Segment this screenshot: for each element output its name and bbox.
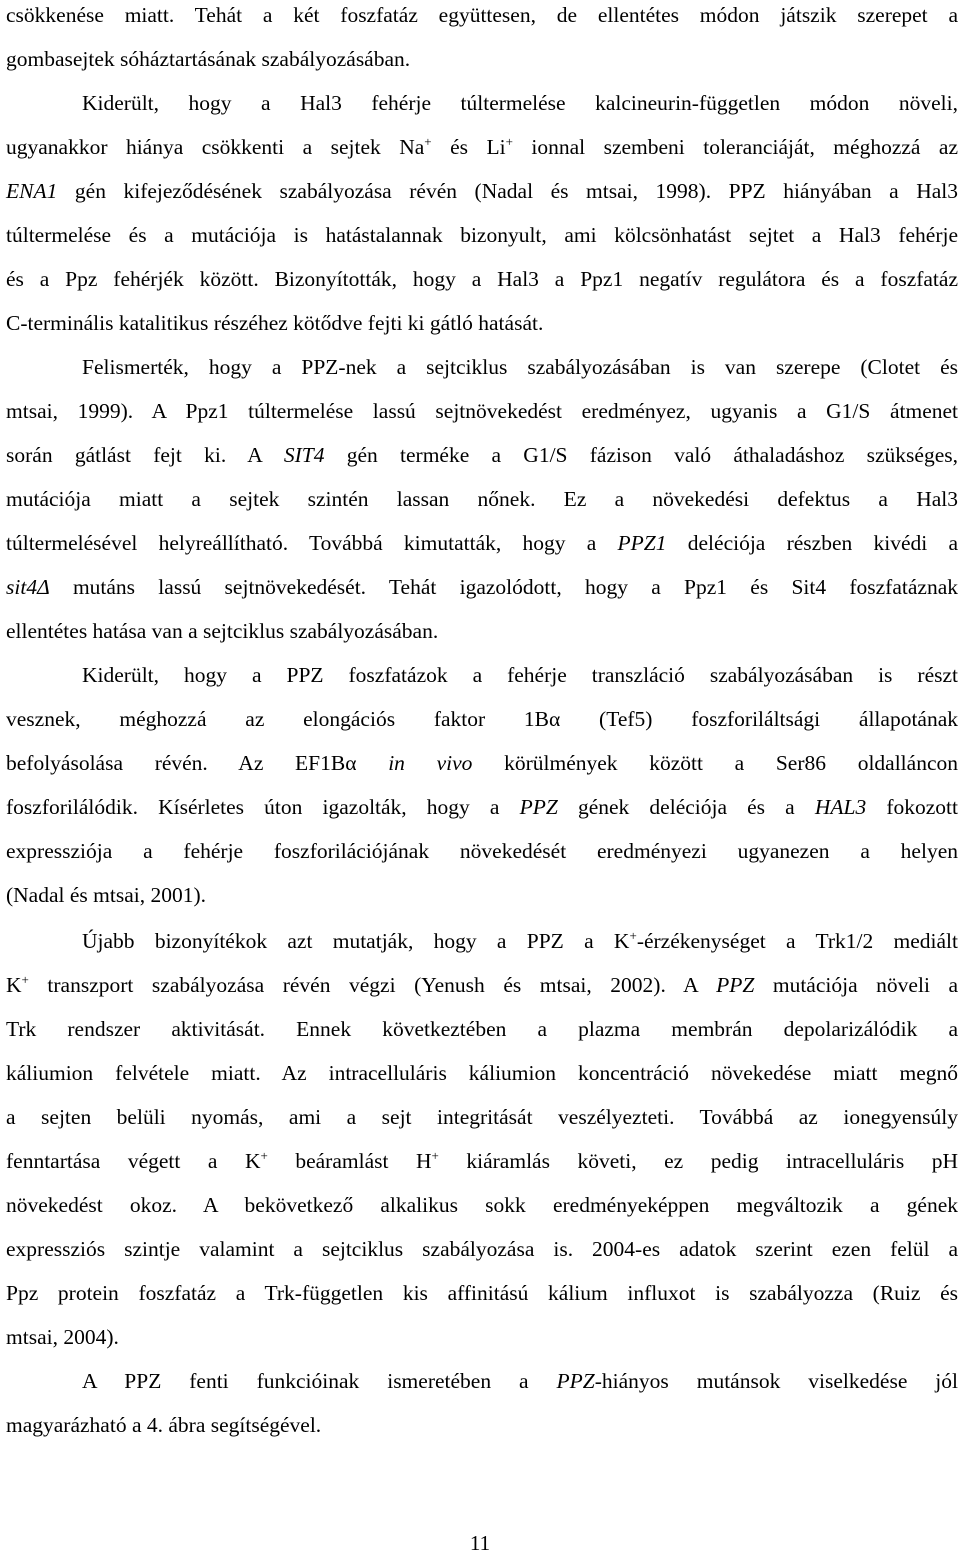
text-line: a sejten belüli nyomás, ami a sejt integritását veszélyezteti. Továbbá az ionegyensúly: [6, 1105, 958, 1129]
text-line: mtsai, 1999). A Ppz1 túltermelése lassú sejtnövekedést eredményez, ugyanis a G1/S átmenet: [6, 399, 958, 423]
gene-name: PPZ1: [617, 531, 667, 555]
gene-name: ENA1: [6, 179, 58, 203]
page-number: 11: [469, 1531, 491, 1555]
text-line: C-terminális katalitikus részéhez kötődve fejti ki gátló hatását.: [6, 311, 544, 335]
text-line: káliumion felvétele miatt. Az intracelluláris káliumion koncentráció növekedése miatt megnő: [6, 1061, 958, 1085]
text-line: és a Ppz fehérjék között. Bizonyították, hogy a Hal3 a Ppz1 negatív regulátora és a foszfatáz: [6, 267, 958, 291]
text-line: sit4Δ mutáns lassú sejtnövekedését. Tehát igazolódott, hogy a Ppz1 és Sit4 foszfatáznak: [6, 575, 958, 599]
text-line: expressziója a fehérje foszforilációjának növekedését eredményezi ugyanezen a helyen: [6, 839, 958, 863]
text-line: expressziós szintje valamint a sejtciklus szabályozása is. 2004-es adatok szerint ezen felül a: [6, 1237, 958, 1261]
text-line: Felismerték, hogy a PPZ-nek a sejtciklus szabályozásában is van szerepe (Clotet és: [82, 355, 958, 379]
text-line: ENA1 gén kifejeződésének szabályozása révén (Nadal és mtsai, 1998). PPZ hiányában a Hal3: [6, 179, 958, 203]
text-line: K+ transzport szabályozása révén végzi (Yenush és mtsai, 2002). A PPZ mutációja növeli a: [6, 972, 959, 997]
text-line: A PPZ fenti funkcióinak ismeretében a PPZ-hiányos mutánsok viselkedése jól: [82, 1369, 959, 1393]
text-line: gombasejtek sóháztartásának szabályozásában.: [6, 47, 411, 71]
text-line: során gátlást fejt ki. A SIT4 gén terméke a G1/S fázison való áthaladáshoz szükséges,: [6, 443, 959, 467]
text-line: (Nadal és mtsai, 2001).: [6, 883, 207, 907]
superscript: +: [260, 1148, 268, 1163]
text-line: vesznek, méghozzá az elongációs faktor 1Bα (Tef5) foszforiláltsági állapotának: [6, 707, 958, 731]
text-line: növekedést okoz. A bekövetkező alkalikus sokk eredményeképpen megváltozik a gének: [6, 1193, 958, 1217]
text-line: Kiderült, hogy a PPZ foszfatázok a fehérje transzláció szabályozásában is részt: [82, 663, 958, 687]
gene-name: PPZ: [556, 1369, 595, 1393]
text-line: csökkenése miatt. Tehát a két foszfatáz együttesen, de ellentétes módon játszik szerepet a: [6, 3, 958, 27]
gene-name: SIT4: [283, 443, 325, 467]
text-line: Ppz protein foszfatáz a Trk-független kis affinitású kálium influxot is szabályozza (Ruiz és: [6, 1281, 958, 1305]
superscript: +: [431, 1148, 439, 1163]
text-line: túltermelése és a mutációja is hatástalannak bizonyult, ami kölcsönhatást sejtet a Hal3 fehérje: [6, 223, 958, 247]
italic-term: in vivo: [388, 751, 473, 775]
text-line: ellentétes hatása van a sejtciklus szabályozásában.: [6, 619, 439, 643]
text-line: befolyásolása révén. Az EF1Bα in vivo körülmények között a Ser86 oldalláncon: [6, 751, 958, 775]
superscript: +: [629, 928, 637, 943]
text-line: Kiderült, hogy a Hal3 fehérje túltermelése kalcineurin-független módon növeli,: [82, 91, 958, 115]
gene-name: PPZ: [519, 795, 558, 819]
superscript: +: [21, 972, 29, 987]
superscript: +: [505, 134, 513, 149]
text-line: Trk rendszer aktivitását. Ennek következtében a plazma membrán depolarizálódik a: [6, 1017, 958, 1041]
text-line: magyarázható a 4. ábra segítségével.: [6, 1413, 322, 1437]
text-line: mutációja miatt a sejtek szintén lassan nőnek. Ez a növekedési defektus a Hal3: [6, 487, 958, 511]
text-line: túltermelésével helyreállítható. Továbbá kimutatták, hogy a PPZ1 deléciója részben kivédi a: [6, 531, 959, 555]
text-line: mtsai, 2004).: [6, 1325, 119, 1349]
gene-name: sit4Δ: [6, 575, 50, 599]
text-line: foszforilálódik. Kísérletes úton igazolták, hogy a PPZ gének deléciója és a HAL3 fokozott: [6, 795, 958, 819]
text-line: ugyanakkor hiánya csökkenti a sejtek Na+ és Li+ ionnal szembeni toleranciáját, méghozzá az: [6, 134, 959, 159]
text-line: fenntartása végett a K+ beáramlást H+ kiáramlás követi, ez pedig intracelluláris pH: [6, 1148, 959, 1173]
gene-name: HAL3: [814, 795, 867, 819]
superscript: +: [424, 134, 432, 149]
gene-name: PPZ: [716, 973, 755, 997]
text-line: Újabb bizonyítékok azt mutatják, hogy a PPZ a K+-érzékenységet a Trk1/2 mediált: [82, 928, 958, 953]
